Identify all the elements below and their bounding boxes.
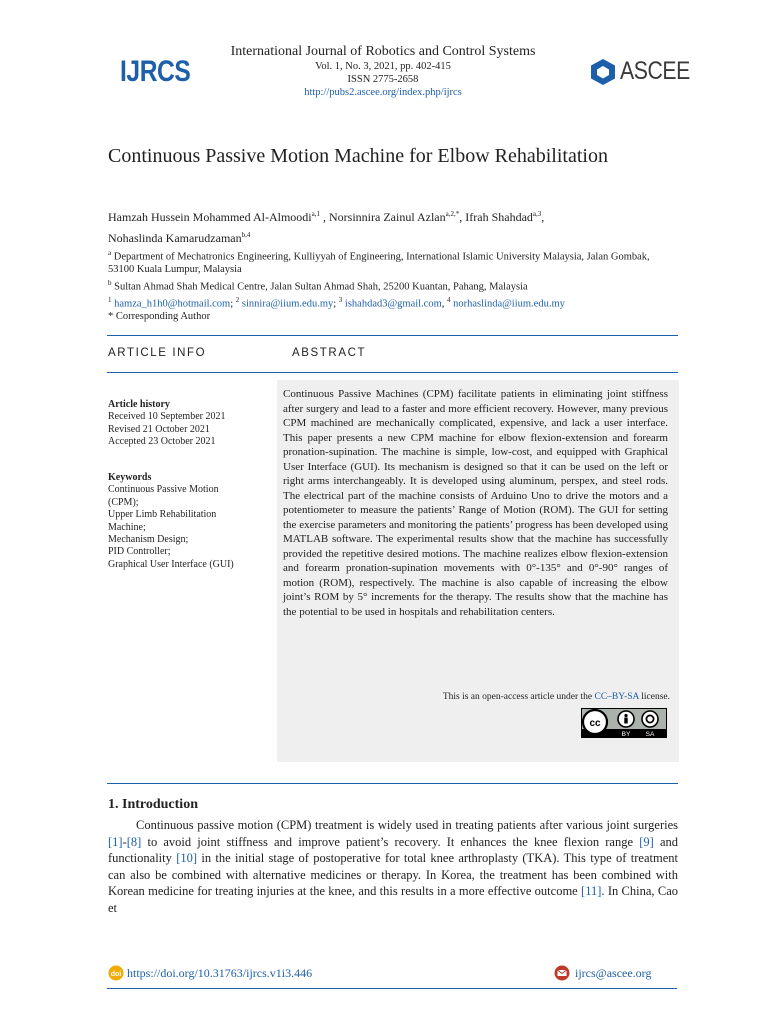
footer-divider: [107, 988, 677, 989]
citation-10[interactable]: [10]: [176, 851, 198, 865]
intro-text-5: . In China, Cao et: [108, 884, 678, 915]
revised-date: Revised 21 October 2021: [108, 423, 210, 435]
author-1: Hamzah Hussein Mohammed Al-Almoodi: [108, 210, 312, 224]
paper-title: Continuous Passive Motion Machine for Elbow Rehabilitation: [108, 145, 608, 167]
issn: ISSN 2775-2658: [347, 74, 419, 85]
divider-top: [107, 335, 678, 336]
author-3: Ifrah Shahdad: [465, 210, 533, 224]
affiliation-b-text: Sultan Ahmad Shah Medical Centre, Jalan Sultan Ahmad Shah, 25200 Kuantan, Pahang, Malaysia: [114, 281, 528, 292]
divider-bottom: [107, 783, 678, 784]
author-4: Nohaslinda Kamarudzaman: [108, 231, 242, 245]
email-sup: 2: [235, 295, 240, 304]
keyword-item: Upper Limb Rehabilitation Machine;: [108, 509, 217, 533]
citation-1[interactable]: [1]: [108, 834, 123, 849]
author-2: Norsinnira Zainul Azlan: [329, 210, 446, 224]
author-sep: ,: [459, 210, 466, 224]
license-link[interactable]: CC–BY-SA: [594, 692, 639, 702]
cc-by-sa-badge[interactable]: [581, 708, 667, 738]
email-link-4[interactable]: norhaslinda@iium.edu.my: [453, 298, 565, 309]
volume-line: Vol. 1, No. 3, 2021, pp. 402-415: [315, 61, 451, 72]
affiliations: [108, 247, 678, 323]
email-icon: [553, 965, 571, 981]
author-3-sup: a,3: [532, 210, 542, 218]
keyword-item: Continuous Passive Motion (CPM);: [108, 484, 219, 508]
intro-text-1: Continuous passive motion (CPM) treatment is widely used in treating patients after various joint surgeries: [136, 818, 678, 832]
keyword-item: PID Controller;: [108, 546, 171, 558]
abstract-heading: ABSTRACT: [292, 347, 367, 359]
footer-doi[interactable]: [108, 965, 312, 981]
keyword-item: Mechanism Design;: [108, 534, 189, 546]
intro-dash: -: [122, 834, 127, 849]
email-link-1[interactable]: hamza_h1h0@hotmail.com: [114, 298, 231, 309]
corresponding-author: * Corresponding Author: [108, 310, 211, 322]
citation-8[interactable]: [8]: [126, 834, 142, 849]
email-sup: 4: [447, 295, 451, 304]
history-label: Article history: [108, 399, 170, 410]
footer-email[interactable]: [553, 965, 651, 981]
email-link-3[interactable]: ishahdad3@gmail.com: [344, 298, 442, 309]
svg-text:cc: cc: [589, 718, 601, 729]
author-list: [108, 205, 678, 247]
keywords: [108, 472, 248, 571]
citation-9[interactable]: [9]: [639, 834, 654, 849]
email-list: $^1$ hamza_h1h0@hotmail.com; $^2$ sinnira@iium.edu.my; $^3$ ishahdad3@gmail.com, $^4$ norhaslinda@iium.edu.my: [108, 295, 565, 309]
doi-link[interactable]: https://doi.org/10.31763/ijrcs.v1i3.446: [127, 965, 313, 980]
intro-text-3: and functionality: [108, 834, 678, 865]
doi-icon: [108, 965, 124, 981]
journal-name: International Journal of Robotics and Control Systems: [230, 44, 536, 59]
received-date: Received 10 September 2021: [108, 411, 226, 423]
affiliation-b: $^b$ Sultan Ahmad Shah Medical Centre, Jalan Sultan Ahmad Shah, 25200 Kuantan, Pahang, Malaysia: [108, 278, 528, 292]
abstract-text: Continuous Passive Machines (CPM) facilitate patients in eliminating joint stiffness after surgery and lead to a faster and more efficient recovery. However, many previous CPM machined are mechanically complicated, expensive, and lack a user interface. This paper presents a new CPM machine for elbow flexion-extension and forearm pronation-supination. The machine is simple, low-cost, and equipped with Graphical User Interface (GUI). Its mechanism is designed so that it can be used on the left or right arms interchangeably. It is developed using aluminum, perspex, and steel rods. The electrical part of the machine consists of Arduino Uno to drive the motors and a potentiometer to measure the patients’ Range of Motion (ROM). The GUI for setting the exercise parameters and monitoring the patients’ progress has been developed using MATLAB software. The experimental results show that the machine has successfully provided the repetitive desired motions. The machine realizes elbow flexion-extension and forearm pronation-supination movements with 0°-135° and 0°-90° ranges of motion (ROM), respectively. The machine is also capable of increasing the elbow joint’s ROM by 5° increments for the therapy. The results show that the machine has the potential to be used in hospitals and rehabilitation centers.: [283, 388, 668, 618]
email-link-2[interactable]: sinnira@iium.edu.my: [241, 298, 334, 309]
author-sep: ,: [320, 210, 329, 224]
email-link[interactable]: ijrcs@ascee.org: [575, 965, 652, 980]
author-2-sup: a,2,*: [445, 210, 460, 218]
divider-info: [107, 372, 678, 373]
author-sep: ,: [541, 210, 545, 224]
journal-logo: IJRCS: [120, 55, 191, 88]
intro-text-4: in the initial stage of postoperative for total knee arthroplasty (TKA). This type of treatment can also be combined with alternative medicines or therapy. In Korea, the treatment has been combined with Korean medicine for treating injuries at the knee, and this results in a more effective outcome: [108, 851, 678, 898]
accepted-date: Accepted 23 October 2021: [108, 436, 216, 448]
cc-by-label: BY: [621, 731, 631, 738]
affiliation-a-text: Department of Mechatronics Engineering, Kulliyyah of Engineering, International Islamic University Malaysia, Jalan Gombak, 53100 Kuala Lumpur, Malaysia: [108, 251, 650, 275]
email-sup: 1: [108, 295, 112, 304]
sa-icon: [642, 711, 658, 727]
email-sup: 3: [338, 295, 343, 304]
publisher-logo: [590, 57, 702, 86]
keyword-item: Graphical User Interface (GUI): [108, 558, 234, 570]
keywords-label: Keywords: [108, 472, 152, 483]
author-1-sup: a,1: [311, 210, 320, 218]
article-info-heading: ARTICLE INFO: [108, 347, 207, 359]
cc-sa-label: SA: [645, 731, 655, 738]
article-history: [108, 399, 248, 449]
section-heading-introduction: 1. Introduction: [108, 797, 198, 812]
publisher-name: ASCEE: [620, 57, 690, 85]
hexagon-icon: [590, 58, 616, 86]
journal-header: [200, 43, 566, 99]
oa-suffix: license.: [638, 692, 670, 702]
svg-text:doi: doi: [110, 971, 122, 978]
introduction-text: [108, 817, 678, 916]
open-access-note: [380, 692, 670, 702]
journal-url-link[interactable]: http://pubs2.ascee.org/index.php/ijrcs: [304, 87, 462, 98]
author-4-sup: b,4: [241, 231, 251, 239]
citation-11[interactable]: [11]: [581, 884, 602, 898]
intro-text-2: to avoid joint stiffness and improve patient’s recovery. It enhances the knee flexion range: [141, 834, 640, 849]
affiliation-a: $^a$ Department of Mechatronics Engineering, Kulliyyah of Engineering, International Islamic University Malaysia, Jalan Gombak, 53100 Kuala Lumpur, Malaysia: [108, 249, 650, 275]
oa-prefix: This is an open-access article under the: [442, 692, 595, 702]
